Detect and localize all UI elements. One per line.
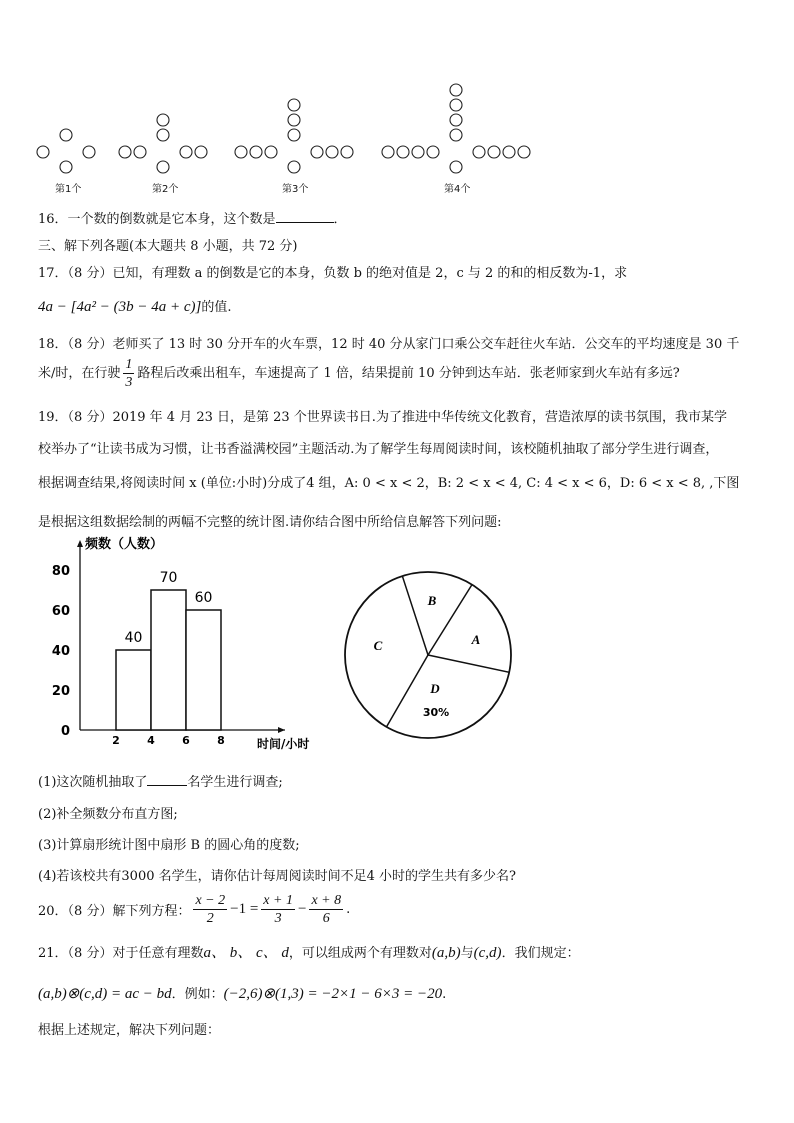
pattern-circle (157, 161, 169, 173)
q19-sub3: (3)计算扇形统计图中扇形 B 的圆心角的度数; (38, 838, 300, 853)
pattern-circle (180, 146, 192, 158)
x-tick-label: 4 (147, 734, 155, 747)
y-tick-label: 0 (60, 724, 70, 739)
question-21-line2 (38, 983, 446, 1003)
q21-with: 与 (460, 946, 474, 961)
pattern-circle (341, 146, 353, 158)
q20-label: 20．（8 分）解下列方程： (38, 904, 191, 919)
question-18-line2 (38, 356, 680, 391)
pie-slice-label: A (471, 632, 481, 647)
q21-line1-a: 21．（8 分）对于任意有理数 (38, 946, 204, 961)
pattern-circle (450, 161, 462, 173)
pattern-circle (488, 146, 500, 158)
question-17-expression (38, 296, 231, 316)
x-tick-label: 8 (217, 734, 225, 747)
pattern-circle (397, 146, 409, 158)
q21-example: (−2,6)⊗(1,3) = −2×1 − 6×3 = −20 (223, 986, 443, 1002)
q18-frac-num: 1 (125, 357, 133, 372)
q20-f2-den: 3 (274, 911, 282, 926)
pattern-circle (157, 129, 169, 141)
pattern-circle (250, 146, 262, 158)
section-3-heading: 三、解下列各题(本大题共 8 小题，共 72 分) (38, 239, 298, 254)
pattern-circle (288, 129, 300, 141)
pattern-circle (450, 129, 462, 141)
y-tick-label: 80 (51, 564, 70, 579)
pattern-circle (473, 146, 485, 158)
q20-end: . (346, 902, 351, 917)
pattern-label-4: 第4个 (444, 184, 471, 195)
y-tick-label: 60 (51, 604, 70, 619)
x-tick-label: 2 (112, 734, 120, 747)
pie-chart (340, 566, 520, 746)
pattern-circle (326, 146, 338, 158)
y-tick-label: 20 (51, 684, 70, 699)
q20-f3-num: x + 8 (311, 893, 342, 908)
q20-f1-num: x − 2 (195, 893, 226, 908)
x-axis-arrow (278, 727, 285, 733)
pattern-circle (157, 114, 169, 126)
q20-mid: −1 = (230, 901, 259, 917)
histogram-bar (151, 590, 186, 730)
q20-f1-den: 2 (206, 911, 214, 926)
question-19-line1: 19．（8 分）2019 年 4 月 23 日，是第 23 个世界读书日.为了推进中华传统文化教育，营造浓厚的读书氛围，我市某学 (38, 410, 727, 425)
q21-def: (a,b)⊗(c,d) = ac − bd (38, 986, 172, 1002)
pattern-circle (288, 114, 300, 126)
histogram-chart (40, 532, 340, 757)
histogram-bar (116, 650, 151, 730)
pattern-circle (450, 99, 462, 111)
pie-percent-label: 30% (422, 706, 450, 719)
bar-value-label: 40 (124, 630, 143, 646)
q17-expr: 4a − [4a² − (3b − 4a + c)] (38, 299, 202, 315)
x-axis-label: 时间/小时 (257, 737, 310, 751)
pattern-circle (450, 84, 462, 96)
q16-answer-blank (276, 209, 334, 223)
pattern-circle (195, 146, 207, 158)
q19-sub2: (2)补全频数分布直方图; (38, 807, 178, 822)
pattern-label-2: 第2个 (152, 184, 179, 195)
y-tick-label: 40 (51, 644, 70, 659)
x-tick-label: 6 (182, 734, 190, 747)
pattern-circle (134, 146, 146, 158)
q16-end: ． (333, 212, 347, 227)
question-18-line1: 18．（8 分）老师买了 13 时 30 分开车的火车票，12 时 40 分从家门口乘公交车赶往火车站．公交车的平均速度是 30 千 (38, 337, 740, 352)
q17-expr-suffix: 的值. (201, 300, 232, 315)
q20-frac-3 (309, 892, 343, 927)
q21-vars: a、 b、 c、 d (203, 945, 289, 961)
pattern-circle (518, 146, 530, 158)
pattern-circle (265, 146, 277, 158)
y-axis-arrow (77, 540, 83, 547)
pattern-circle (119, 146, 131, 158)
pattern-circle (311, 146, 323, 158)
pattern-circle (450, 114, 462, 126)
pattern-circle (83, 146, 95, 158)
q18-line2-b: 路程后改乘出租车，车速提高了 1 倍，结果提前 10 分钟到达车站．张老师家到火车站有多远? (137, 366, 680, 381)
question-19-line3: 根据调查结果,将阅读时间 x (单位:小时)分成了4 组，A: 0 < x < 2，B: 2 < x < 4, C: 4 < x < 6，D: 6 < x < 8, ,下图 (38, 476, 740, 491)
pattern-circle (427, 146, 439, 158)
q20-minus: − (297, 901, 307, 917)
q18-fraction (123, 356, 134, 391)
y-axis-label: 频数（人数） (85, 537, 164, 552)
pattern-circle (37, 146, 49, 158)
q20-frac-2 (261, 892, 295, 927)
question-19-line2: 校举办了“让读书成为习惯，让书香溢满校园”主题活动.为了解学生每周阅读时间，该校随机抽取了部分学生进行调查， (38, 442, 719, 457)
pie-slice-label: C (373, 638, 383, 653)
q19-sub4: (4)若该校共有3000 名学生，请你估计每周阅读时间不足4 小时的学生共有多少名? (38, 869, 517, 884)
q18-frac-den: 3 (125, 375, 133, 390)
question-20 (38, 892, 350, 927)
q21-line1-c: ．我们规定： (501, 946, 580, 961)
q19-sub1-blank (147, 772, 187, 786)
q20-frac-1 (193, 892, 227, 927)
q20-f2-num: x + 1 (263, 893, 293, 908)
pie-slice-label: B (427, 593, 437, 608)
q21-pair1: (a,b) (431, 945, 461, 961)
histogram-bar (186, 610, 221, 730)
question-17-line1: 17．（8 分）已知，有理数 a 的倒数是它的本身，负数 b 的绝对值是 2，c 与 2 的和的相反数为-1，求 (38, 266, 628, 281)
q21-pair2: (c,d) (473, 945, 502, 961)
dot-pattern-figure (0, 0, 794, 200)
pie-slice-label: D (430, 681, 440, 696)
q18-line2-a: 米/时，在行驶 (38, 366, 121, 381)
q19-sub1-b: 名学生进行调查; (187, 775, 283, 790)
pattern-circle (288, 161, 300, 173)
question-21-line3: 根据上述规定，解决下列问题： (38, 1023, 221, 1038)
pattern-circle (235, 146, 247, 158)
pattern-circle (288, 99, 300, 111)
question-16 (38, 208, 347, 227)
q21-line1-b: ，可以组成两个有理数对 (288, 946, 432, 961)
q21-example-label: ．例如： (171, 987, 224, 1002)
pattern-circle (60, 129, 72, 141)
q19-sub1 (38, 771, 283, 790)
bar-value-label: 60 (194, 590, 213, 606)
q21-end: . (442, 987, 447, 1002)
pattern-circle (60, 161, 72, 173)
question-21-line1 (38, 941, 580, 962)
q20-f3-den: 6 (322, 911, 330, 926)
question-19-line4: 是根据这组数据绘制的两幅不完整的统计图.请你结合图中所给信息解答下列问题: (38, 515, 502, 530)
pattern-circle (503, 146, 515, 158)
q19-sub1-a: (1)这次随机抽取了 (38, 775, 148, 790)
bar-value-label: 70 (159, 570, 178, 586)
pattern-circle (412, 146, 424, 158)
pattern-label-1: 第1个 (55, 184, 82, 195)
pattern-circle (382, 146, 394, 158)
q16-text: 16．一个数的倒数就是它本身，这个数是 (38, 212, 276, 227)
pattern-label-3: 第3个 (282, 184, 309, 195)
